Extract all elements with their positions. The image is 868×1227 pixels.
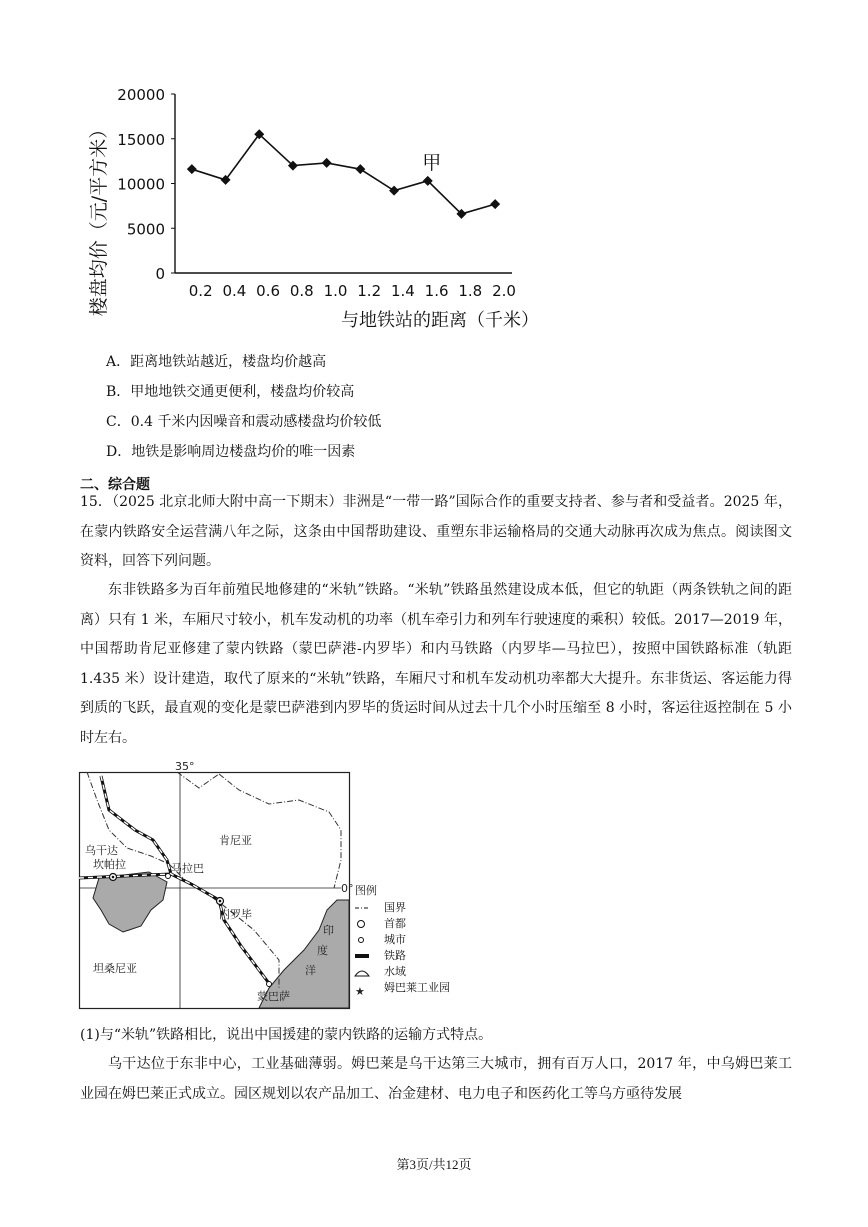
x-axis-label: 与地铁站的距离（千米） bbox=[341, 310, 539, 331]
legend-water-symbol bbox=[355, 971, 369, 976]
x-tick-label: 2.0 bbox=[492, 282, 516, 300]
option-b: B．甲地地铁交通更便利，楼盘均价较高 bbox=[106, 384, 355, 400]
x-tick-label: 1.8 bbox=[458, 282, 483, 300]
material-1: 东非铁路多为百年前殖民地修建的“米轨”铁路。“米轨”铁路虽然建设成本低，但它的轨距（两条铁轨之间的距离）只有 1 米，车厢尺寸较小，机车发动机的功率（机车牵引力和列车行驶速度的乘积）较低。2017—2019 年，中国帮助肯尼亚修建了蒙内铁路（蒙巴萨港-内罗毕）和内马铁路（内罗毕—马拉巴），按照中国铁路标准（轨距 1.435 米）设计建造，取代了原来的“米轨”铁路，车厢尺寸和机车发动机功率都大大提升。东非货运、客运能力得到质的飞跃，最直观的变化是蒙巴萨港到内罗毕的货运时间从过去十几个小时压缩至 8 小时，客运往返控制在 5 小时左右。 bbox=[80, 582, 792, 746]
x-tick-label: 1.6 bbox=[424, 282, 449, 300]
data-point bbox=[355, 164, 365, 174]
y-tick-label: 20000 bbox=[117, 86, 165, 104]
section-title: 二、综合题 bbox=[80, 477, 150, 493]
legend-item-capital: 首都 bbox=[384, 917, 406, 930]
y-axis-label: 楼盘均价（元/平方米） bbox=[88, 119, 110, 317]
legend-item-railway: 铁路 bbox=[384, 949, 406, 962]
malaba-label: 马拉巴 bbox=[171, 862, 204, 875]
longitude-label: 35° bbox=[175, 760, 195, 773]
x-tick-label: 0.6 bbox=[256, 282, 281, 300]
uganda-label: 乌干达 bbox=[85, 844, 118, 857]
legend-star-symbol: ★ bbox=[355, 985, 365, 998]
legend-item-border: 国界 bbox=[384, 901, 406, 914]
material-2: 乌干达位于东非中心，工业基础薄弱。姆巴莱是乌干达第三大城市，拥有百万人口，2017 年，中乌姆巴莱工业园在姆巴莱正式成立。园区规划以农产品加工、冶金建材、电力电子和医药化工等乌方亟待发展 bbox=[80, 1056, 792, 1102]
tanzania-label: 坦桑尼亚 bbox=[93, 962, 137, 975]
series-line bbox=[192, 134, 495, 214]
data-point bbox=[389, 186, 399, 196]
legend-item-water: 水域 bbox=[384, 965, 406, 978]
ocean-label-2: 度 bbox=[317, 944, 328, 957]
annotation-jia: 甲 bbox=[422, 151, 442, 174]
option-d: D．地铁是影响周边楼盘均价的唯一因素 bbox=[106, 444, 356, 460]
nairobi-label: 内罗毕 bbox=[219, 908, 252, 921]
ocean-label-1: 印 bbox=[323, 924, 334, 937]
y-tick-label: 10000 bbox=[117, 175, 165, 194]
option-c: C．0.4 千米内因噪音和震动感楼盘均价较低 bbox=[106, 414, 382, 430]
option-a: A．距离地铁站越近，楼盘均价越高 bbox=[106, 354, 327, 370]
page-footer: 第3页/共12页 bbox=[396, 1157, 472, 1172]
x-tick-label: 1.0 bbox=[323, 282, 348, 300]
data-point bbox=[490, 199, 500, 209]
legend-city-symbol bbox=[359, 938, 364, 943]
nairobi-capital-dot bbox=[219, 900, 222, 903]
east-africa-map bbox=[79, 760, 377, 1010]
x-tick-label: 1.2 bbox=[357, 282, 382, 300]
y-tick-labels bbox=[117, 86, 165, 283]
legend-capital-symbol bbox=[358, 921, 365, 928]
y-tick-label: 15000 bbox=[117, 130, 165, 149]
question-15-intro: 15．（2025 北京北师大附中高一下期末）非洲是“一带一路”国际合作的重要支持者、参与者和受益者。2025 年，在蒙内铁路安全运营满八年之际，这条由中国帮助建设、重塑东非运输格局的交通大动脉再次成为焦点。阅读图文资料，回答下列问题。 bbox=[80, 494, 792, 569]
kampala-label: 坎帕拉 bbox=[93, 858, 126, 871]
malaba-city-marker bbox=[166, 874, 171, 879]
data-point bbox=[322, 158, 332, 168]
equator-label: 0° bbox=[341, 882, 354, 895]
x-tick-label: 0.2 bbox=[188, 282, 213, 300]
ocean-label-3: 洋 bbox=[305, 964, 316, 977]
x-tick-label: 0.8 bbox=[289, 282, 314, 300]
legend-title: 图例 bbox=[355, 884, 377, 897]
legend-railway-symbol bbox=[355, 954, 369, 958]
x-tick-label: 0.4 bbox=[222, 282, 247, 300]
mombasa-city-marker bbox=[267, 982, 272, 987]
y-tick-label: 0 bbox=[155, 265, 165, 283]
kenya-label: 肯尼亚 bbox=[219, 834, 252, 847]
kampala-capital-dot bbox=[112, 876, 115, 879]
series-polyline bbox=[192, 134, 495, 214]
lake-victoria bbox=[93, 872, 167, 932]
legend-item-industrial-park: 姆巴莱工业园 bbox=[384, 981, 450, 994]
legend-item-city: 城市 bbox=[384, 933, 406, 946]
sub-question-1: (1)与“米轨”铁路相比，说出中国援建的蒙内铁路的运输方式特点。 bbox=[80, 1027, 493, 1043]
price-distance-chart bbox=[80, 78, 560, 340]
y-tick-label: 5000 bbox=[126, 220, 165, 239]
x-tick-labels bbox=[189, 282, 516, 300]
chart-axes bbox=[171, 94, 512, 273]
data-point bbox=[187, 164, 197, 174]
x-tick-label: 1.4 bbox=[390, 282, 415, 300]
mombasa-label: 蒙巴萨 bbox=[257, 990, 290, 1003]
